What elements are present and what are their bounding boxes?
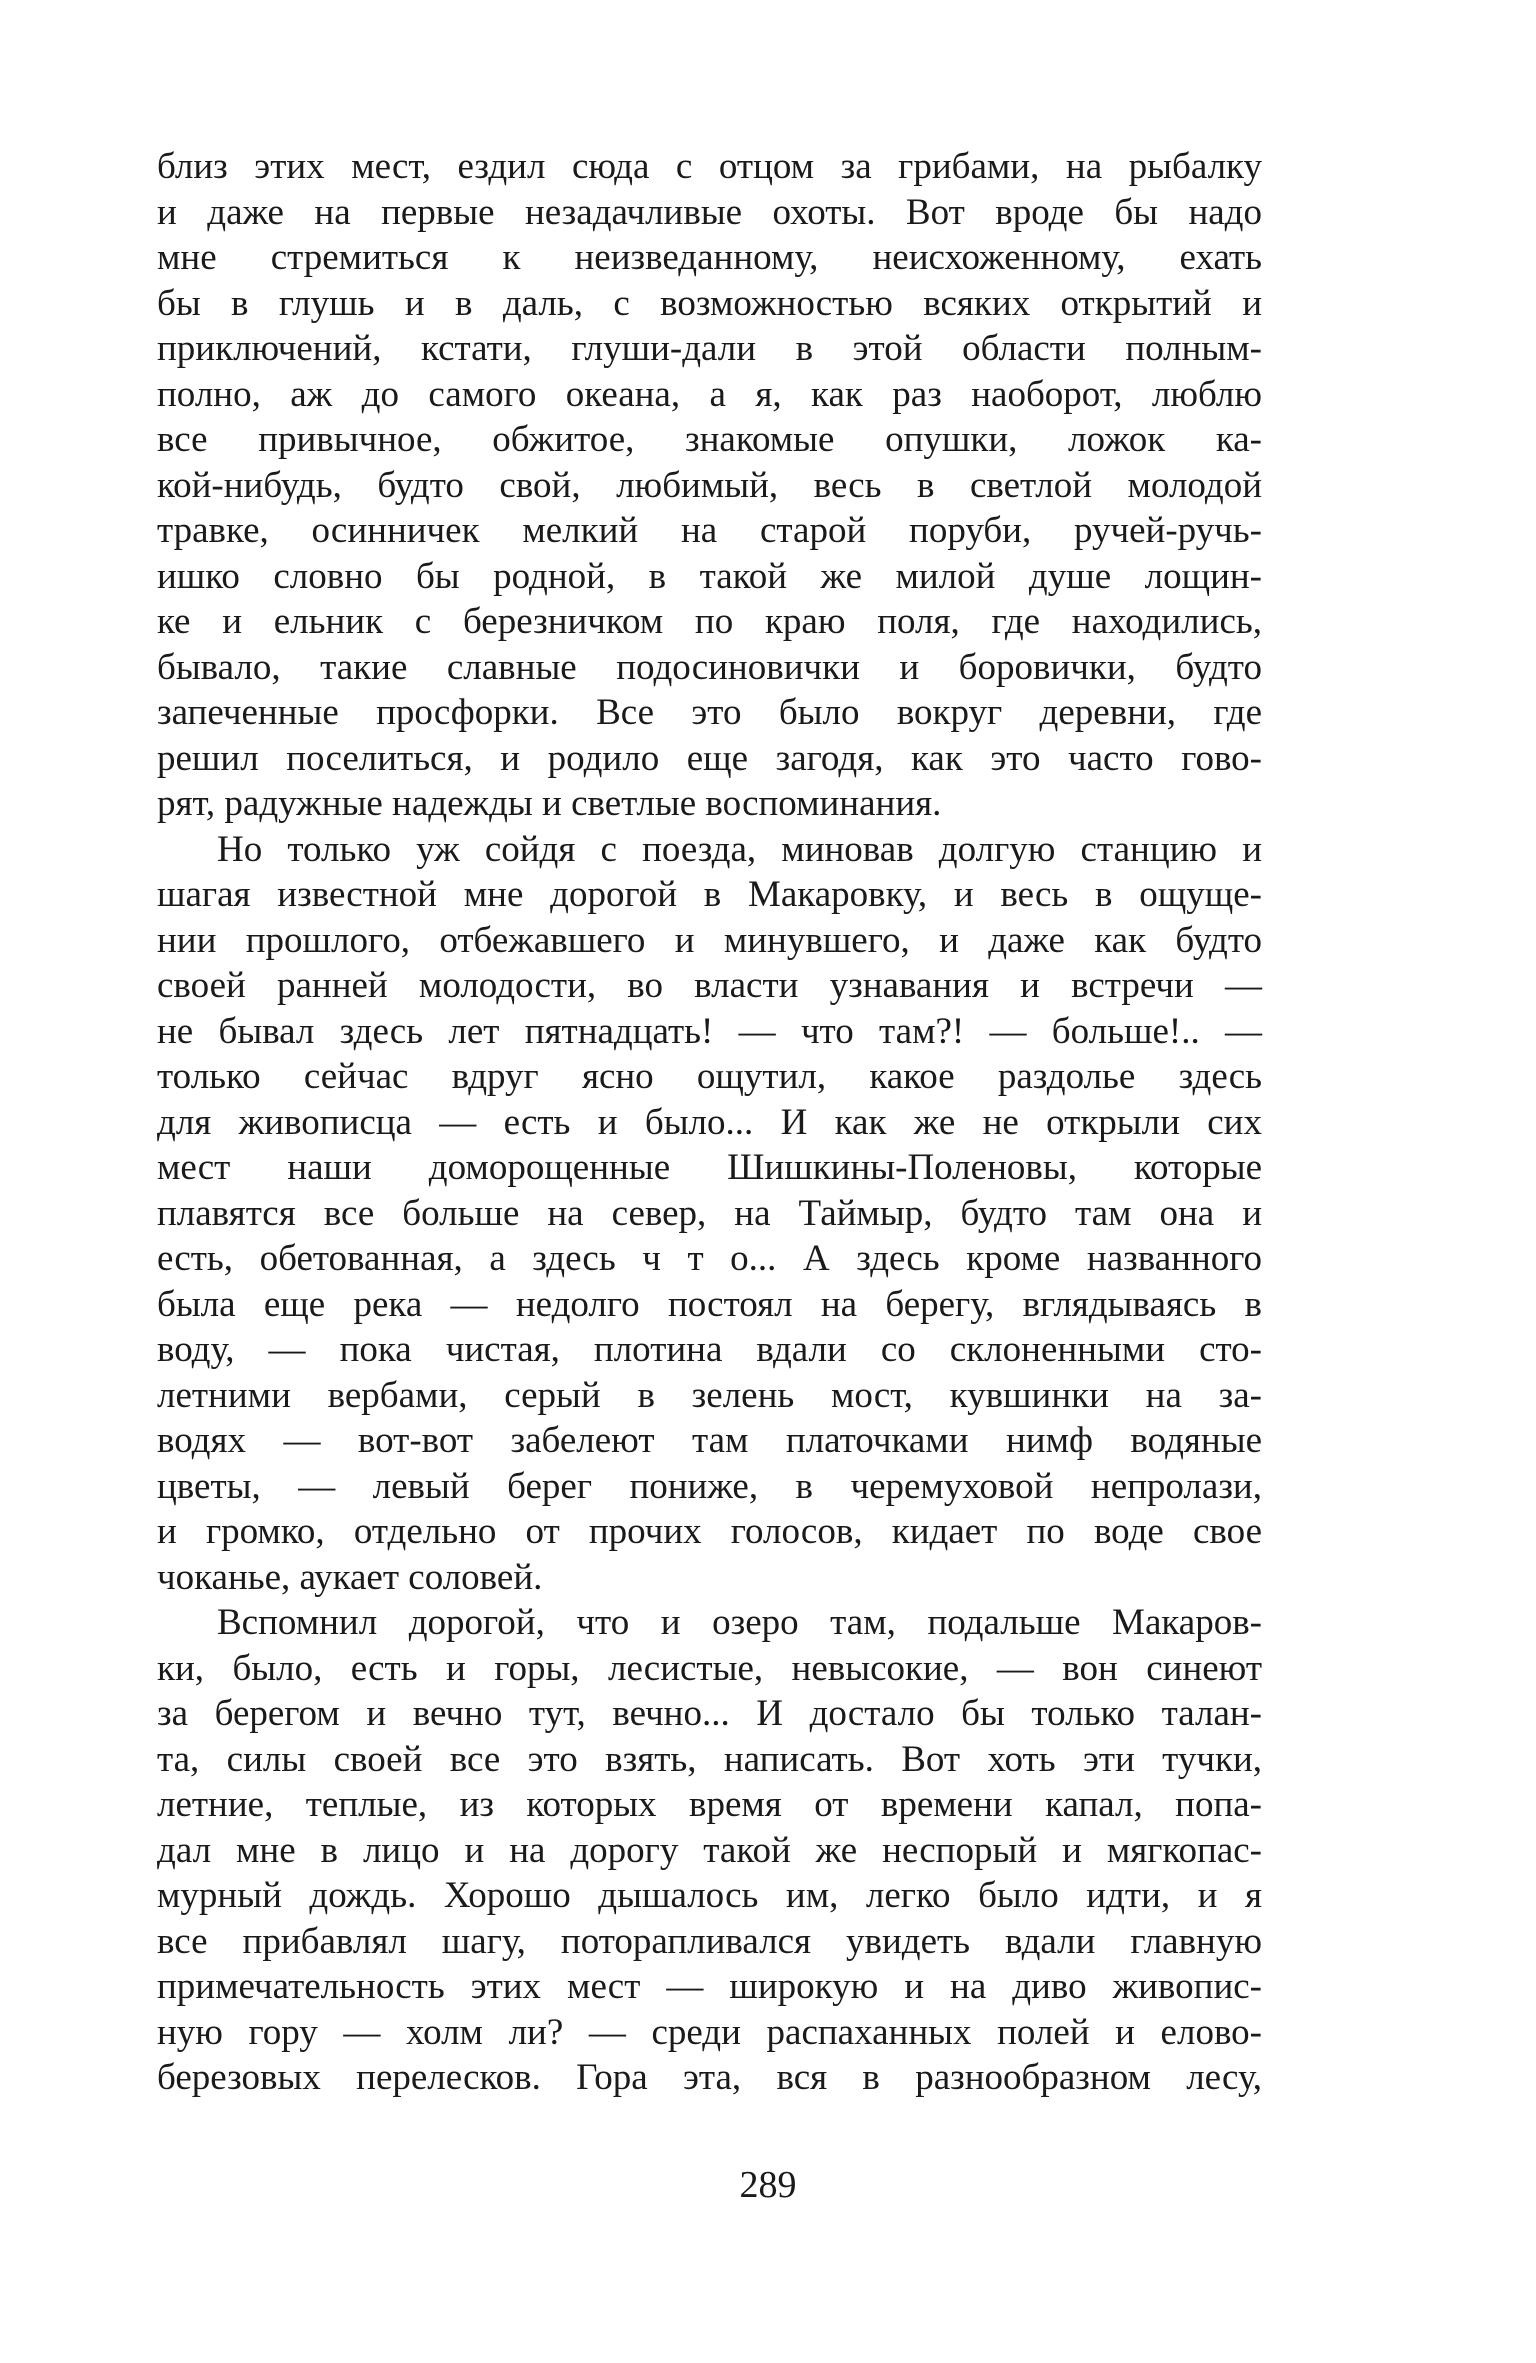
text-line: своей ранней молодости, во власти узнавания и встречи — [157,965,1262,1006]
text-line: мест наши доморощенные Шишкины-Поленовы, которые [157,1147,1262,1188]
text-line: за берегом и вечно тут, вечно... И достало бы только талан- [157,1693,1262,1734]
text-line: запеченные просфорки. Все это было вокруг деревни, где [157,692,1262,733]
text-line: цветы, — левый берег пониже, в черемуховой непролази, [157,1465,1262,1507]
text-line: плавятся все больше на север, на Таймыр, будто там она и [157,1192,1262,1234]
text-line: все привычное, обжитое, знакомые опушки, ложок ка- [157,419,1262,460]
text-line: водях — вот-вот забелеют там платочками нимф водяные [157,1420,1262,1461]
text-line: нии прошлого, отбежавшего и минувшего, и даже как будто [157,919,1262,961]
text-line: та, силы своей все это взять, написать. Вот хоть эти тучки, [157,1738,1262,1780]
text-line: ишко словно бы родной, в такой же милой душе лощин- [157,555,1262,597]
text-line: кой-нибудь, будто свой, любимый, весь в светлой молодой [157,464,1262,506]
text-line: не бывал здесь лет пятнадцать! — что там?! — больше!.. — [157,1010,1262,1052]
text-line: рят, радужные надежды и светлые воспоминания. [157,783,942,824]
text-line: Вспомнил дорогой, что и озеро там, подальше Макаров- [217,1602,1262,1643]
text-line: только сейчас вдруг ясно ощутил, какое раздолье здесь [157,1056,1262,1097]
page-number: 289 [739,2164,797,2206]
text-line: бы в глушь и в даль, с возможностью всяких открытий и [157,282,1262,324]
text-line: воду, — пока чистая, плотина вдали со склоненными сто- [157,1329,1262,1370]
paragraph [157,1600,1262,2101]
body-text [157,144,1262,2101]
text-line: все прибавлял шагу, поторапливался увидеть вдали главную [157,1920,1262,1962]
text-line: для живописца — есть и было... И как же не открыли сих [157,1101,1262,1143]
text-line: летние, теплые, из которых время от времени капал, попа- [157,1784,1262,1825]
text-line: мурный дождь. Хорошо дышалось им, легко было идти, и я [157,1875,1262,1916]
text-line: Но только уж сойдя с поезда, миновав долгую станцию и [217,828,1262,870]
text-line: летними вербами, серый в зелень мост, кувшинки на за- [157,1374,1262,1416]
text-line: полно, аж до самого океана, а я, как раз наоборот, люблю [157,373,1262,415]
text-line: дал мне в лицо и на дорогу такой же неспорый и мягкопас- [157,1829,1262,1871]
text-line: примечательность этих мест — широкую и на диво живопис- [157,1966,1262,2007]
paragraph [157,144,1262,827]
text-line: ке и ельник с березничком по краю поля, где находились, [157,601,1262,642]
text-line: березовых перелесков. Гора эта, вся в разнообразном лесу, [157,2057,1262,2098]
text-line: решил поселиться, и родило еще загодя, как это часто гово- [157,737,1262,779]
text-line: и громко, отдельно от прочих голосов, кидает по воде свое [157,1511,1262,1552]
text-line: чоканье, аукает соловей. [157,1556,543,1598]
text-line: есть, обетованная, а здесь ч т о... А здесь кроме названного [157,1238,1262,1279]
paragraph [157,827,1262,1601]
text-line: ную гору — холм ли? — среди распаханных полей и елово- [157,2011,1262,2053]
text-line: близ этих мест, ездил сюда с отцом за грибами, на рыбалку [157,146,1262,187]
text-line: приключений, кстати, глуши-дали в этой области полным- [157,328,1262,369]
text-line: мне стремиться к неизведанному, неисхоженному, ехать [157,237,1262,278]
text-line: травке, осинничек мелкий на старой поруби, ручей-ручь- [157,510,1262,551]
text-line: шагая известной мне дорогой в Макаровку, и весь в ощуще- [157,874,1262,915]
text-line: была еще река — недолго постоял на берегу, вглядываясь в [157,1283,1262,1325]
text-line: бывало, такие славные подосиновички и боровички, будто [157,646,1262,688]
text-line: и даже на первые незадачливые охоты. Вот вроде бы надо [157,191,1262,233]
text-line: ки, было, есть и горы, лесистые, невысокие, — вон синеют [157,1647,1262,1689]
